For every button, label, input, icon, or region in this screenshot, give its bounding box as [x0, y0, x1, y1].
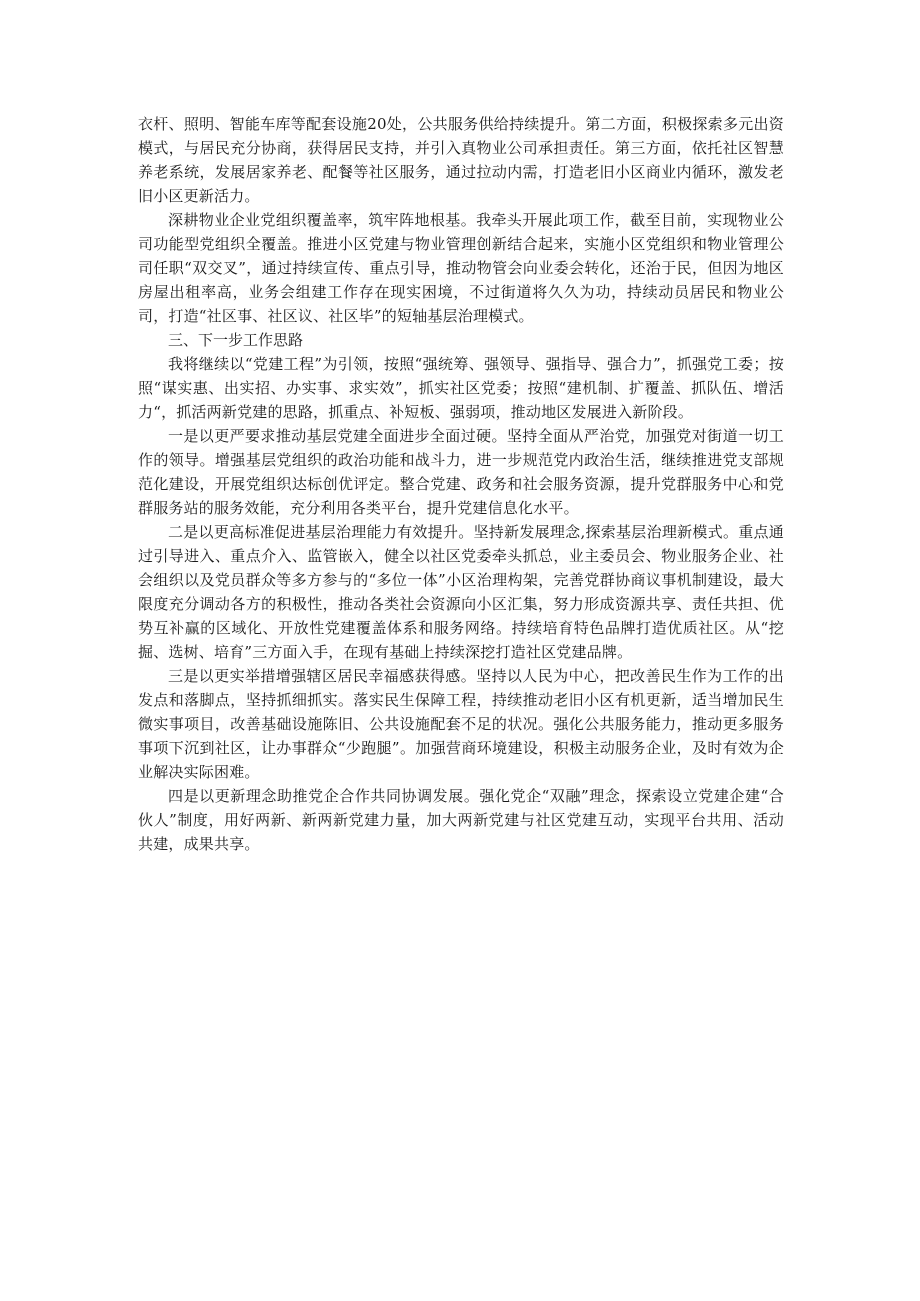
paragraph-point-one: 一是以更严要求推动基层党建全面进步全面过硬。坚持全面从严治党，加强党对街道一切工作的领导。增强基层党组织的政治功能和战斗力，进一步规范党内政治生活，继续推进党支部规范化建设，开展党组织达标创优评定。整合党建、政务和社会服务资源，提升党群服务中心和党群服务站的服务效能，充分利用各类平台，提升党建信息化水平。: [138, 427, 784, 517]
paragraph-party-building-guide: 我将继续以“党建工程”为引领，按照“强统筹、强领导、强指导、强合力”，抓强党工委；按照“谋实惠、出实招、办实事、求实效”，抓实社区党委；按照“建机制、扩覆盖、抓队伍、增活力“，抓活两新党建的思路，抓重点、补短板、强弱项，推动地区发展进入新阶段。: [138, 355, 784, 421]
paragraph-property-party-coverage: 深耕物业企业党组织覆盖率，筑牢阵地根基。我牵头开展此项工作，截至目前，实现物业公司功能型党组织全覆盖。推进小区党建与物业管理创新结合起来，实施小区党组织和物业管理公司任职“双交叉”，通过持续宣传、重点引导，推动物管会向业委会转化，还治于民，但因为地区房屋出租率高，业务会组建工作存在现实困境，不过街道将久久为功，持续动员居民和物业公司，打造“社区事、社区议、社区毕”的短轴基层治理模式。: [138, 211, 784, 325]
section-heading-next-steps: 三、下一步工作思路: [168, 331, 304, 349]
document-page: [138, 112, 784, 856]
paragraph-point-four: 四是以更新理念助推党企合作共同协调发展。强化党企“双融”理念，探索设立党建企建“合伙人”制度，用好两新、新两新党建力量，加大两新党建与社区党建互动，实现平台共用、活动共建，成果共享。: [138, 787, 784, 853]
paragraph-point-three: 三是以更实举措增强辖区居民幸福感获得感。坚持以人民为中心，把改善民生作为工作的出发点和落脚点，坚持抓细抓实。落实民生保障工程，持续推动老旧小区有机更新，适当增加民生微实事项目，改善基础设施陈旧、公共设施配套不足的状况。强化公共服务能力，推动更多服务事项下沉到社区，让办事群众“少跑腿”。加强营商环境建设，积极主动服务企业，及时有效为企业解决实际困难。: [138, 667, 784, 781]
paragraph-point-two: 二是以更高标准促进基层治理能力有效提升。坚持新发展理念,探索基层治理新模式。重点通过引导进入、重点介入、监管嵌入，健全以社区党委牵头抓总，业主委员会、物业服务企业、社会组织以及党员群众等多方参与的“多位一体”小区治理构架，完善党群协商议事机制建设，最大限度充分调动各方的积极性，推动各类社会资源向小区汇集，努力形成资源共享、责任共担、优势互补赢的区域化、开放性党建覆盖体系和服务网络。持续培育特色品牌打造优质社区。从“挖掘、选树、培育”三方面入手，在现有基础上持续深挖打造社区党建品牌。: [138, 523, 784, 661]
paragraph-supporting-facilities: 衣杆、照明、智能车库等配套设施20处，公共服务供给持续提升。第二方面，积极探索多元出资模式，与居民充分协商，获得居民支持，并引入真物业公司承担责任。第三方面，依托社区智慧养老系统，发展居家养老、配餐等社区服务，通过拉动内需，打造老旧小区商业内循环，激发老旧小区更新活力。: [138, 115, 784, 205]
